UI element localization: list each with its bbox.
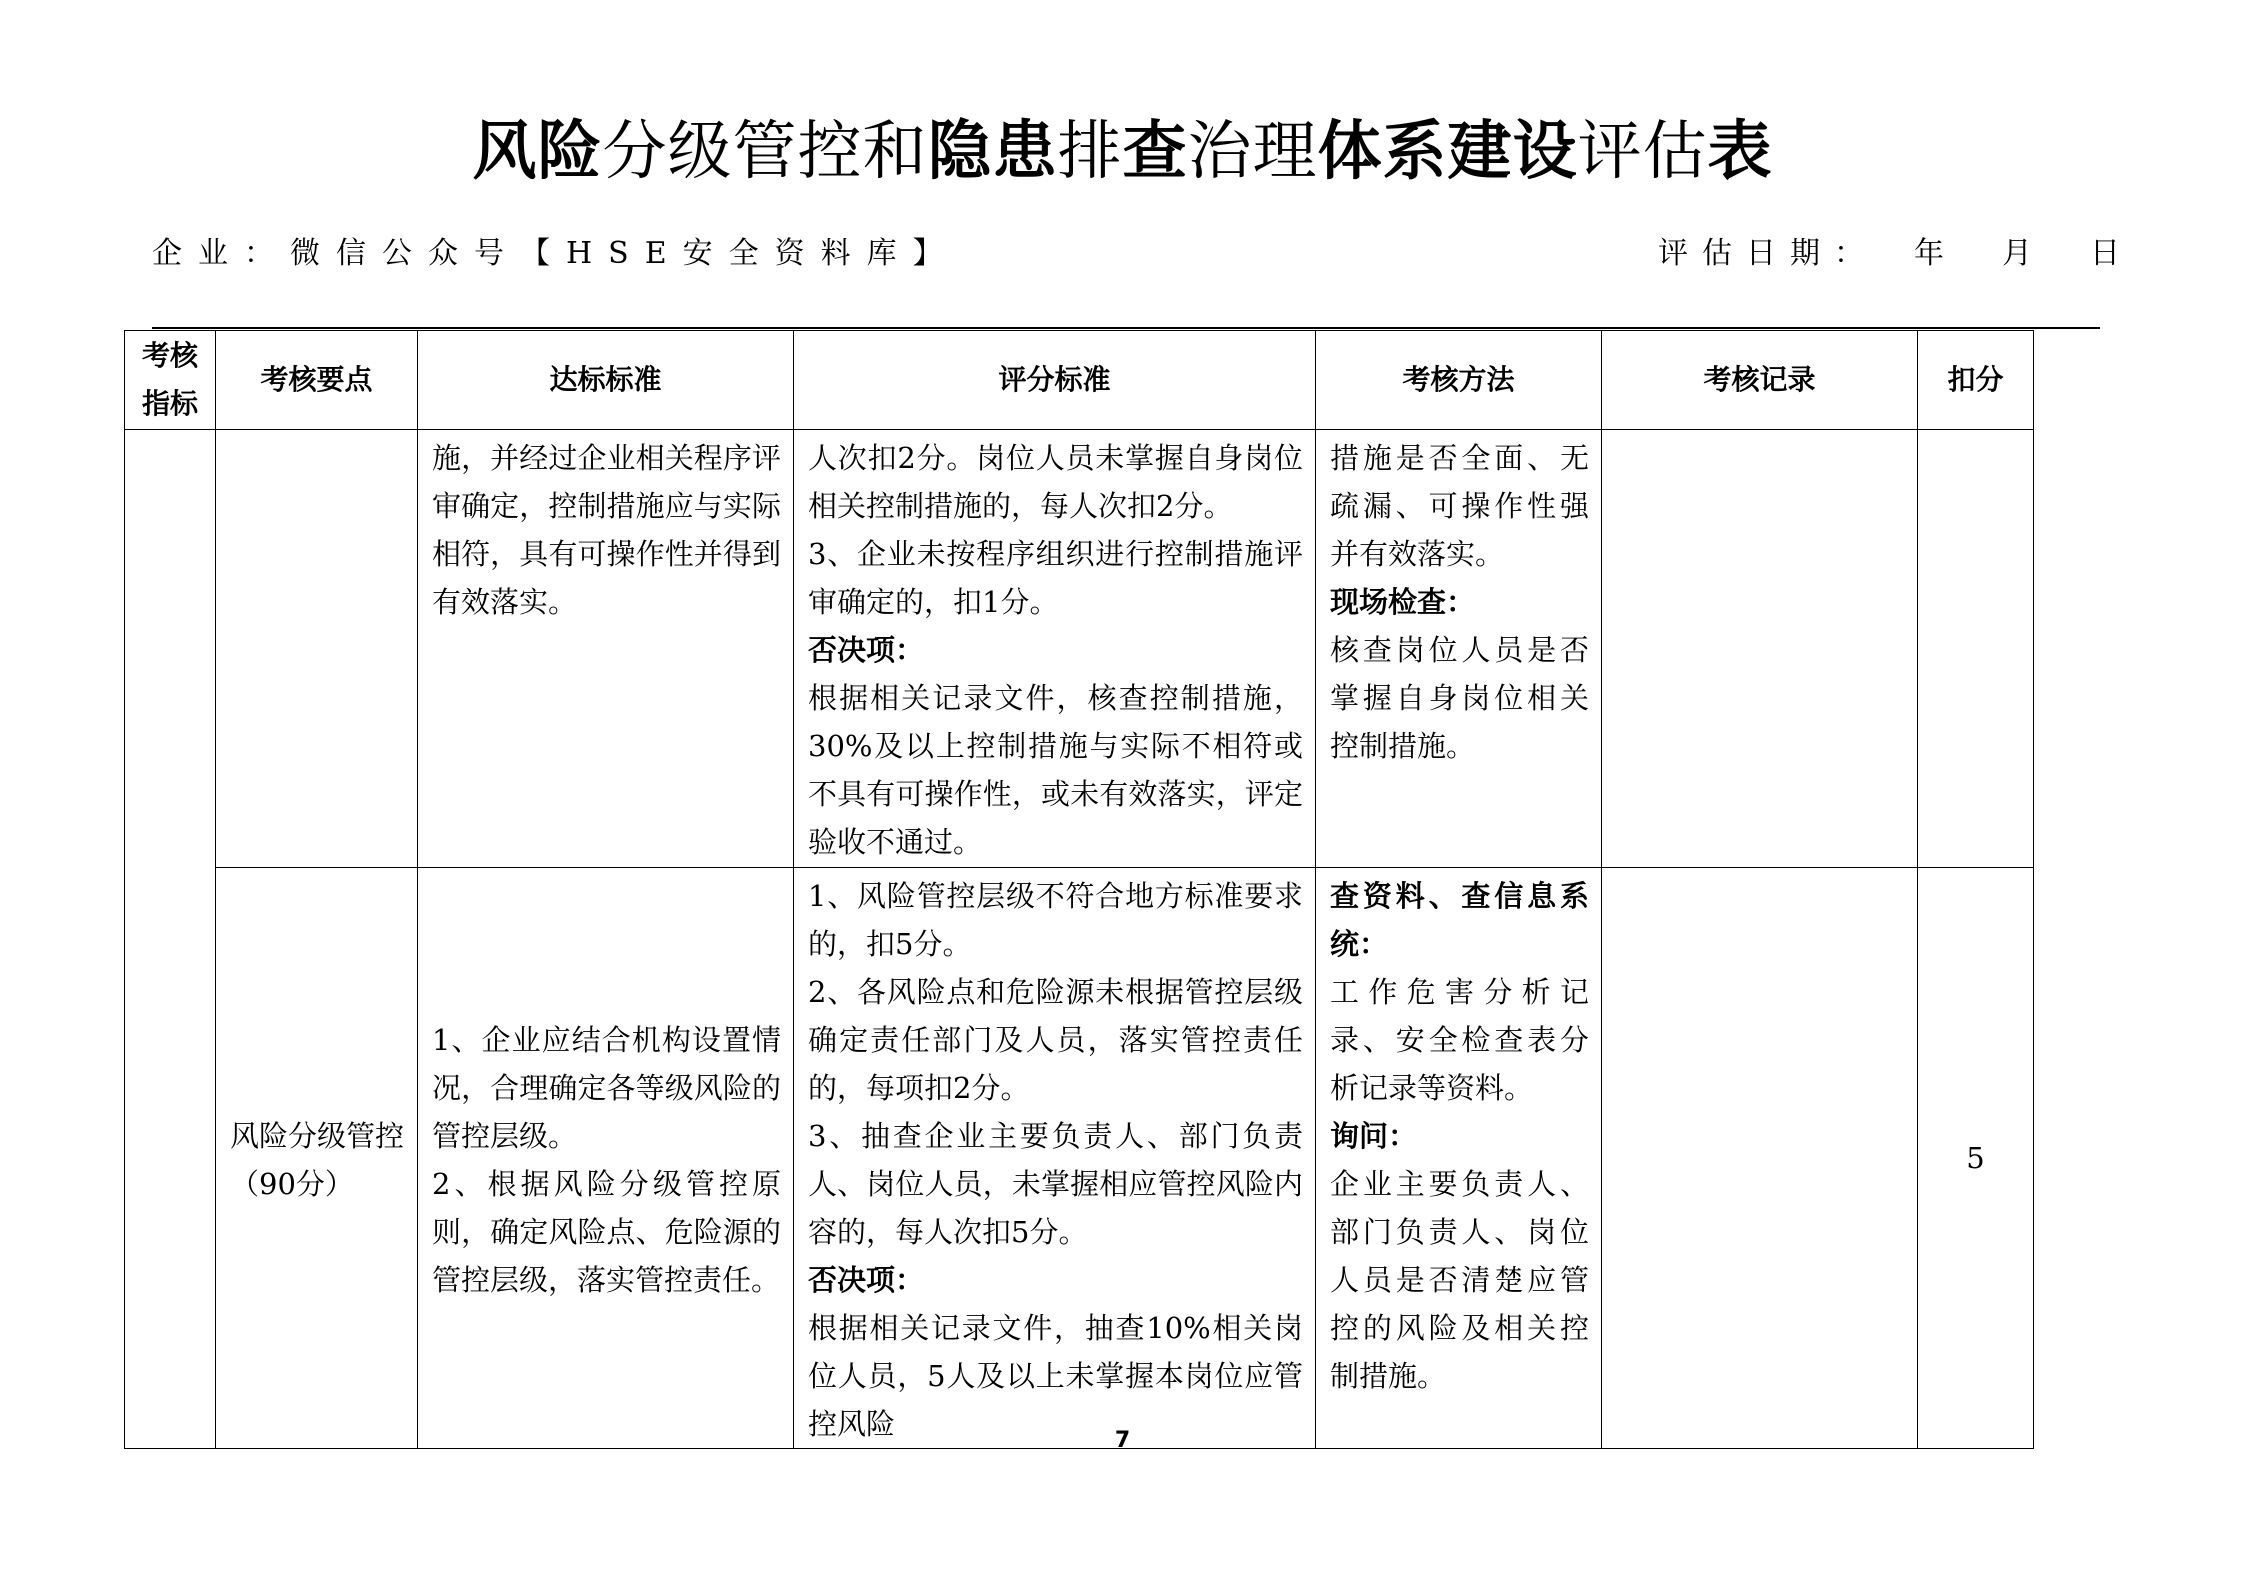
veto-text: 根据相关记录文件，抽查10%相关岗位人员，5人及以上未掌握本岗位应管控风险 (808, 1311, 1303, 1441)
standard-item: 1、企业应结合机构设置情况，合理确定各等级风险的管控层级。 (432, 1023, 781, 1153)
title-part: 评估 (1577, 115, 1708, 189)
method-text: 措施是否全面、无疏漏、可操作性强并有效落实。 (1330, 441, 1589, 571)
method-cell (1316, 430, 1602, 868)
method-label: 询问： (1330, 1119, 1418, 1153)
header-key-points: 考核要点 (216, 331, 418, 430)
title-part: 隐患 (927, 114, 1058, 189)
veto-label: 否决项： (808, 1263, 925, 1297)
date-day: 日 (2090, 236, 2134, 271)
record-cell[interactable] (1602, 430, 1918, 868)
key-point-cell (216, 868, 418, 1449)
title-part: 排 (1057, 115, 1123, 189)
standard-text: 施，并经过企业相关程序评审确定，控制措施应与实际相符，具有可操作性并得到有效落实。 (432, 441, 781, 619)
scoring-item: 3、企业未按程序组织进行控制措施评审确定的，扣1分。 (808, 537, 1303, 619)
date-year: 年 (1914, 236, 1958, 271)
method-text: 企业主要负责人、部门负责人、岗位人员是否清楚应管控的风险及相关控制措施。 (1330, 1167, 1589, 1393)
header-scoring: 评分标准 (794, 331, 1316, 430)
scoring-cell (794, 430, 1316, 868)
key-point-score: （90分） (230, 1167, 354, 1201)
method-cell (1316, 868, 1602, 1449)
title-part: 查 (1122, 114, 1188, 189)
evaluation-table (124, 330, 2034, 1449)
company-line: 企业：微信公众号【HSE安全资料库】 (152, 236, 959, 271)
table-row (125, 430, 2034, 868)
scoring-item: 人次扣2分。岗位人员未掌握自身岗位相关控制措施的，每人次扣2分。 (808, 441, 1303, 523)
method-text: 核查岗位人员是否掌握自身岗位相关控制措施。 (1330, 633, 1589, 763)
header-deduction: 扣分 (1918, 331, 2034, 430)
veto-text: 根据相关记录文件，核查控制措施，30%及以上控制措施与实际不相符或不具有可操作性，或未有效落实，评定验收不通过。 (808, 681, 1303, 859)
indicator-cell (125, 430, 216, 1449)
header-indicator: 考核指标 (125, 331, 216, 430)
header-method: 考核方法 (1316, 331, 1602, 430)
method-label: 现场检查： (1330, 585, 1476, 619)
method-text: 工作危害分析记录、安全检查表分析记录等资料。 (1330, 975, 1589, 1105)
scoring-item: 1、风险管控层级不符合地方标准要求的，扣5分。 (808, 879, 1303, 961)
evaluation-date-line (1658, 234, 2134, 274)
table-row (125, 868, 2034, 1449)
page-title (0, 112, 2245, 192)
record-cell[interactable] (1602, 868, 1918, 1449)
title-part: 表 (1707, 114, 1773, 189)
title-part: 体系建设 (1317, 114, 1578, 189)
method-label: 查资料、查信息系统： (1330, 879, 1589, 961)
scoring-item: 2、各风险点和危险源未根据管控层级确定责任部门及人员，落实管控责任的，每项扣2分。 (808, 975, 1303, 1105)
date-label: 评估日期： (1658, 236, 1878, 271)
page-number: 7 (1114, 1428, 1131, 1453)
standard-item: 2、根据风险分级管控原则，确定风险点、危险源的管控层级，落实管控责任。 (432, 1167, 781, 1297)
key-point-title: 风险分级管控 (230, 1119, 405, 1153)
deduction-cell[interactable] (1918, 430, 2034, 868)
scoring-cell (794, 868, 1316, 1449)
standard-cell (418, 868, 794, 1449)
header-standard: 达标标准 (418, 331, 794, 430)
date-month: 月 (2002, 236, 2046, 271)
key-point-cell (216, 430, 418, 868)
header-rule (152, 327, 2100, 329)
title-part: 风险 (472, 114, 603, 189)
header-record: 考核记录 (1602, 331, 1918, 430)
title-part: 分级管控和 (602, 115, 928, 189)
standard-cell (418, 430, 794, 868)
header-row (125, 331, 2034, 430)
veto-label: 否决项： (808, 633, 925, 667)
scoring-item: 3、抽查企业主要负责人、部门负责人、岗位人员，未掌握相应管控风险内容的，每人次扣5分。 (808, 1119, 1303, 1249)
deduction-cell[interactable]: 5 (1918, 868, 2034, 1449)
title-part: 治理 (1187, 115, 1318, 189)
